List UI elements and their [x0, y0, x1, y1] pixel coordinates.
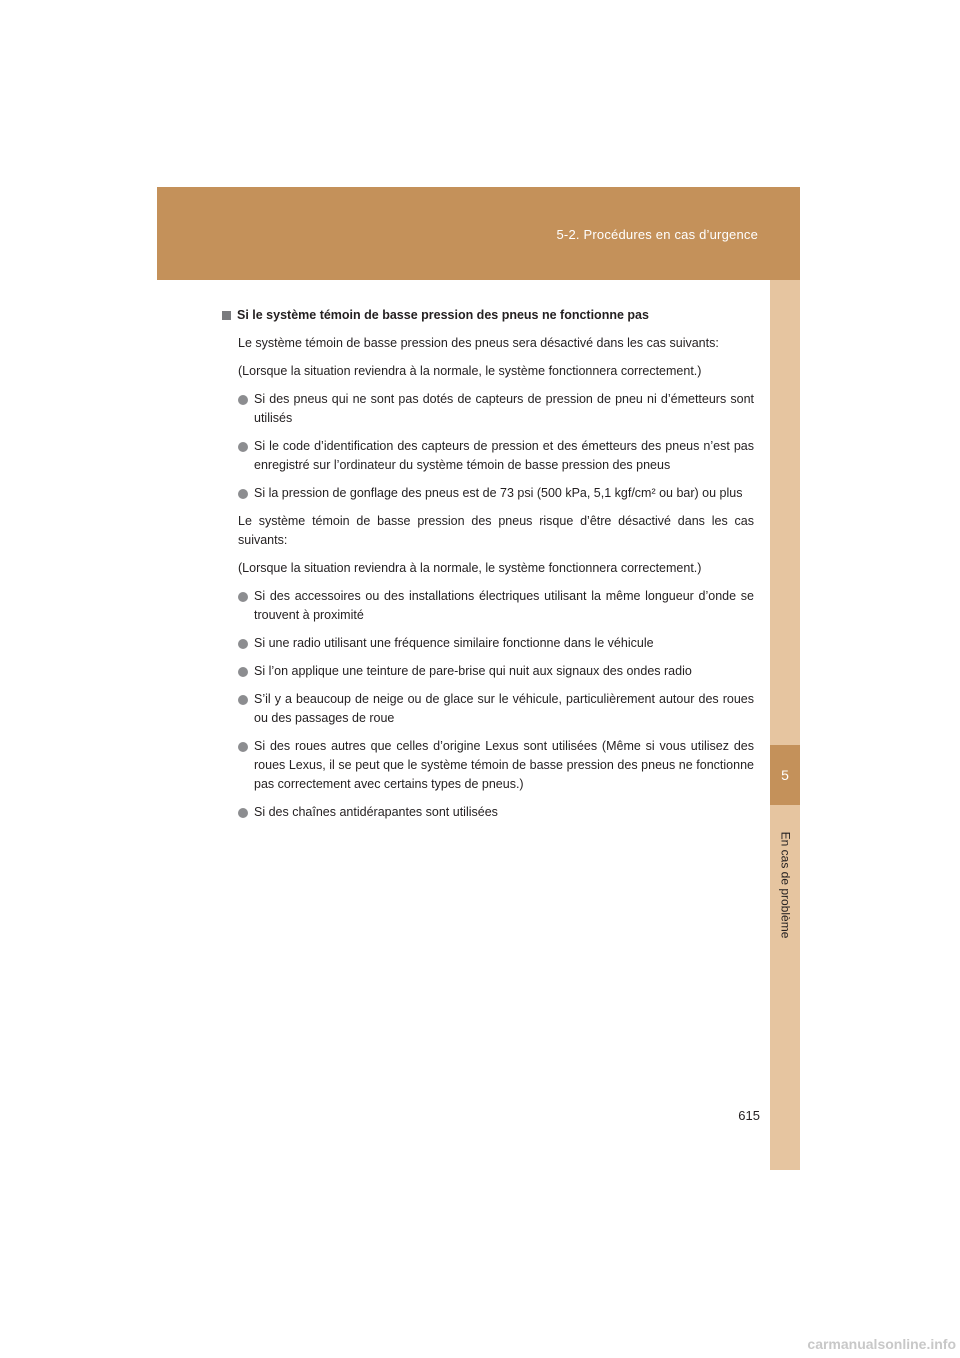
- bullet-dot-icon: [238, 667, 248, 677]
- list-item: [238, 803, 754, 822]
- section-header-title: 5-2. Procédures en cas d’urgence: [556, 227, 758, 242]
- page-number: 615: [738, 1108, 760, 1123]
- square-bullet-icon: [222, 311, 231, 320]
- list-item-text: Si le code d’identification des capteurs de pression et des émetteurs des pneus n’est pas enregistré sur l’ordinateur du système témoin de basse pression des pneus: [254, 439, 754, 472]
- list-item-text: Si l’on applique une teinture de pare-brise qui nuit aux signaux des ondes radio: [254, 664, 692, 678]
- bullet-dot-icon: [238, 592, 248, 602]
- list-item-text: S’il y a beaucoup de neige ou de glace sur le véhicule, particulièrement autour des roues ou des passages de roue: [254, 692, 754, 725]
- chapter-number: 5: [781, 767, 789, 783]
- intro-paragraph-2: Le système témoin de basse pression des pneus risque d’être désactivé dans les cas suivants:: [238, 514, 754, 547]
- bullet-dot-icon: [238, 808, 248, 818]
- list-item: [238, 390, 754, 428]
- section-heading: [222, 306, 754, 325]
- bullet-dot-icon: [238, 695, 248, 705]
- list-item: [238, 587, 754, 625]
- watermark-link[interactable]: carmanualsonline.info: [807, 1336, 956, 1352]
- page-content: [222, 306, 754, 831]
- list-item-text: Si des accessoires ou des installations électriques utilisant la même longueur d’onde se trouvent à proximité: [254, 589, 754, 622]
- note-paragraph-1: (Lorsque la situation reviendra à la normale, le système fonctionnera correctement.): [238, 364, 702, 378]
- list-item-text: Si des pneus qui ne sont pas dotés de capteurs de pression de pneu ni d’émetteurs sont utilisés: [254, 392, 754, 425]
- list-item: [238, 737, 754, 794]
- side-chapter-tab: [770, 280, 800, 1170]
- bullet-dot-icon: [238, 742, 248, 752]
- bullet-dot-icon: [238, 489, 248, 499]
- note-paragraph-2: (Lorsque la situation reviendra à la normale, le système fonctionnera correctement.): [238, 561, 702, 575]
- bullet-dot-icon: [238, 442, 248, 452]
- bullet-dot-icon: [238, 639, 248, 649]
- chapter-title-vertical: [770, 810, 800, 960]
- list-item: [238, 662, 754, 681]
- list-item: [238, 437, 754, 475]
- list-item-text: Si une radio utilisant une fréquence similaire fonctionne dans le véhicule: [254, 636, 654, 650]
- list-item: [238, 690, 754, 728]
- list-item: [238, 484, 754, 503]
- list-item-text: Si des roues autres que celles d’origine Lexus sont utilisées (Même si vous utilisez des roues Lexus, il se peut que le système témoin de basse pression des pneus ne fonctionne pas correctement avec certains types de pneus.): [254, 739, 754, 791]
- bullet-dot-icon: [238, 395, 248, 405]
- chapter-number-box: [770, 745, 800, 805]
- intro-paragraph-1: Le système témoin de basse pression des pneus sera désactivé dans les cas suivants:: [238, 336, 719, 350]
- list-item: [238, 634, 754, 653]
- list-item-text: Si la pression de gonflage des pneus est de 73 psi (500 kPa, 5,1 kgf/cm² ou bar) ou plus: [254, 486, 743, 500]
- section-heading-text: Si le système témoin de basse pression des pneus ne fonctionne pas: [237, 308, 649, 322]
- header-band: [157, 187, 800, 280]
- list-item-text: Si des chaînes antidérapantes sont utilisées: [254, 805, 498, 819]
- chapter-title-text: En cas de problème: [778, 831, 793, 939]
